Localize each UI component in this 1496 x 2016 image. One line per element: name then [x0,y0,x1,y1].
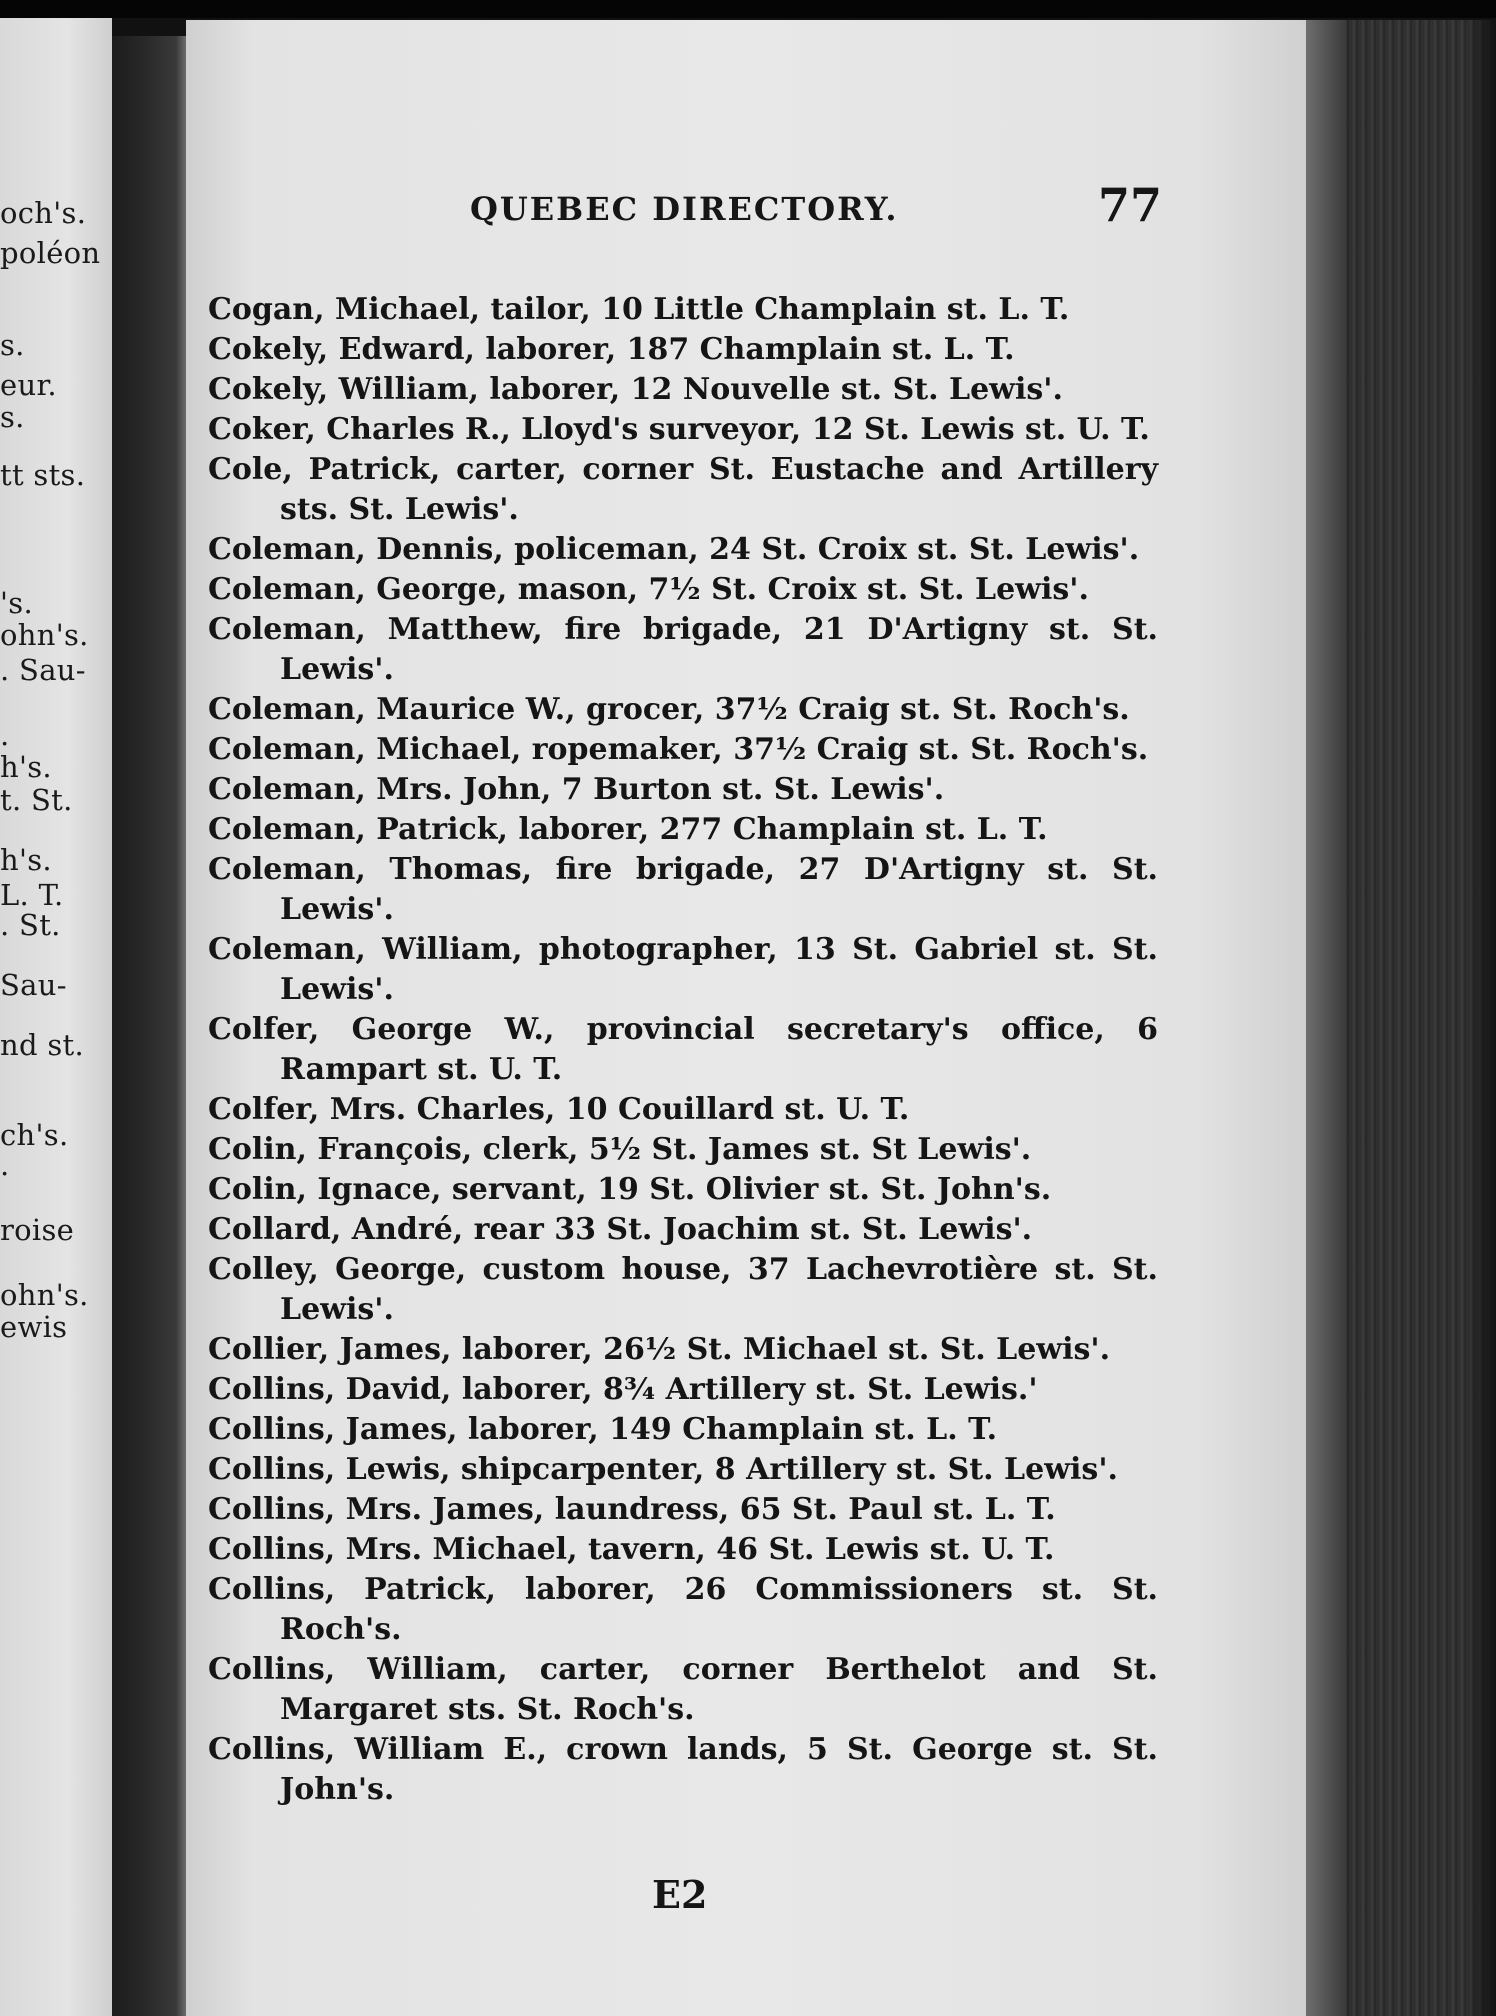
previous-page-text-fragment: nd st. [0,1028,85,1062]
directory-entry: Coker, Charles R., Lloyd's surveyor, 12 St. Lewis st. U. T. [208,412,1150,447]
previous-page-text-fragment: L. T. [0,878,64,912]
directory-entry: Collins, Mrs. James, laundress, 65 St. Paul st. L. T. [208,1492,1056,1527]
book-page-block-edge [1306,20,1496,2016]
directory-entry: Colley, George, custom house, 37 Lachevrotière st. St. Lewis'. [208,1252,1158,1327]
directory-entry: Coleman, George, mason, 7½ St. Croix st. St. Lewis'. [208,572,1089,607]
previous-page-text-fragment: ohn's. [0,1278,89,1312]
previous-page-text-fragment: s. [0,328,25,362]
directory-entry: Collins, William, carter, corner Berthelot and St. Margaret sts. St. Roch's. [208,1652,1158,1727]
previous-page-text-fragment: . St. [0,908,61,942]
directory-entry: Coleman, William, photographer, 13 St. Gabriel st. St. Lewis'. [208,932,1158,1007]
running-head-title: QUEBEC DIRECTORY. [470,190,899,228]
previous-page-text-fragment: roise [0,1213,75,1247]
directory-entry: Coleman, Matthew, fire brigade, 21 D'Artigny st. St. Lewis'. [208,612,1158,687]
directory-entry: Collins, Mrs. Michael, tavern, 46 St. Lewis st. U. T. [208,1532,1055,1567]
directory-entries [208,290,1158,1810]
directory-entry: Collins, Lewis, shipcarpenter, 8 Artillery st. St. Lewis'. [208,1452,1118,1487]
directory-entry: Cokely, Edward, laborer, 187 Champlain st. L. T. [208,332,1015,367]
previous-page-text-fragment: ewis [0,1310,68,1344]
previous-page-edge [0,18,112,2016]
edge-shade [1306,20,1346,2016]
book-gutter [112,36,192,2016]
directory-entry: Collier, James, laborer, 26½ St. Michael st. St. Lewis'. [208,1332,1111,1367]
directory-entry: Coleman, Mrs. John, 7 Burton st. St. Lewis'. [208,772,945,807]
previous-page-text-fragment: tt sts. [0,458,86,492]
directory-entry: Collard, André, rear 33 St. Joachim st. St. Lewis'. [208,1212,1033,1247]
previous-page-text-fragment: Sau- [0,968,67,1002]
previous-page-text-fragment: s. [0,400,25,434]
previous-page-text-fragment: t. St. [0,783,73,817]
previous-page-text-fragment: . [0,1148,10,1182]
directory-entry: Coleman, Thomas, fire brigade, 27 D'Artigny st. St. Lewis'. [208,852,1158,927]
previous-page-text-fragment: 's. [0,586,33,620]
directory-entry: Colin, François, clerk, 5½ St. James st. St Lewis'. [208,1132,1032,1167]
directory-entry: Colin, Ignace, servant, 19 St. Olivier st. St. John's. [208,1172,1052,1207]
directory-entry: Colfer, Mrs. Charles, 10 Couillard st. U. T. [208,1092,910,1127]
previous-page-text-fragment: poléon [0,236,101,270]
previous-page-text-fragment: h's. [0,843,52,877]
directory-entry: Cogan, Michael, tailor, 10 Little Champlain st. L. T. [208,292,1070,327]
previous-page-text-fragment: ohn's. [0,618,89,652]
signature-mark: E2 [652,1872,708,1917]
previous-page-text-fragment: . Sau- [0,653,86,687]
previous-page-text-fragment: och's. [0,196,87,230]
top-border [0,0,1496,18]
directory-entry: Collins, William E., crown lands, 5 St. George st. St. John's. [208,1732,1158,1807]
previous-page-text-fragment: h's. [0,750,52,784]
previous-page-text-fragment: . [0,718,10,752]
previous-page-text-fragment: eur. [0,368,57,402]
page-number: 77 [1098,178,1163,232]
directory-entry: Collins, James, laborer, 149 Champlain st. L. T. [208,1412,998,1447]
directory-entry: Coleman, Patrick, laborer, 277 Champlain st. L. T. [208,812,1048,847]
previous-page-text-fragment: ch's. [0,1118,69,1152]
directory-entry: Cokely, William, laborer, 12 Nouvelle st. St. Lewis'. [208,372,1063,407]
directory-entry: Collins, David, laborer, 8¾ Artillery st. St. Lewis.' [208,1372,1038,1407]
directory-entry: Coleman, Dennis, policeman, 24 St. Croix st. St. Lewis'. [208,532,1140,567]
edge-shade-outer [1466,20,1496,2016]
directory-entry: Cole, Patrick, carter, corner St. Eustache and Artillery sts. St. Lewis'. [208,452,1158,527]
directory-entry: Colfer, George W., provincial secretary's office, 6 Rampart st. U. T. [208,1012,1158,1087]
directory-entry: Coleman, Maurice W., grocer, 37½ Craig st. St. Roch's. [208,692,1130,727]
directory-entry: Collins, Patrick, laborer, 26 Commissioners st. St. Roch's. [208,1572,1158,1647]
directory-entry: Coleman, Michael, ropemaker, 37½ Craig st. St. Roch's. [208,732,1149,767]
